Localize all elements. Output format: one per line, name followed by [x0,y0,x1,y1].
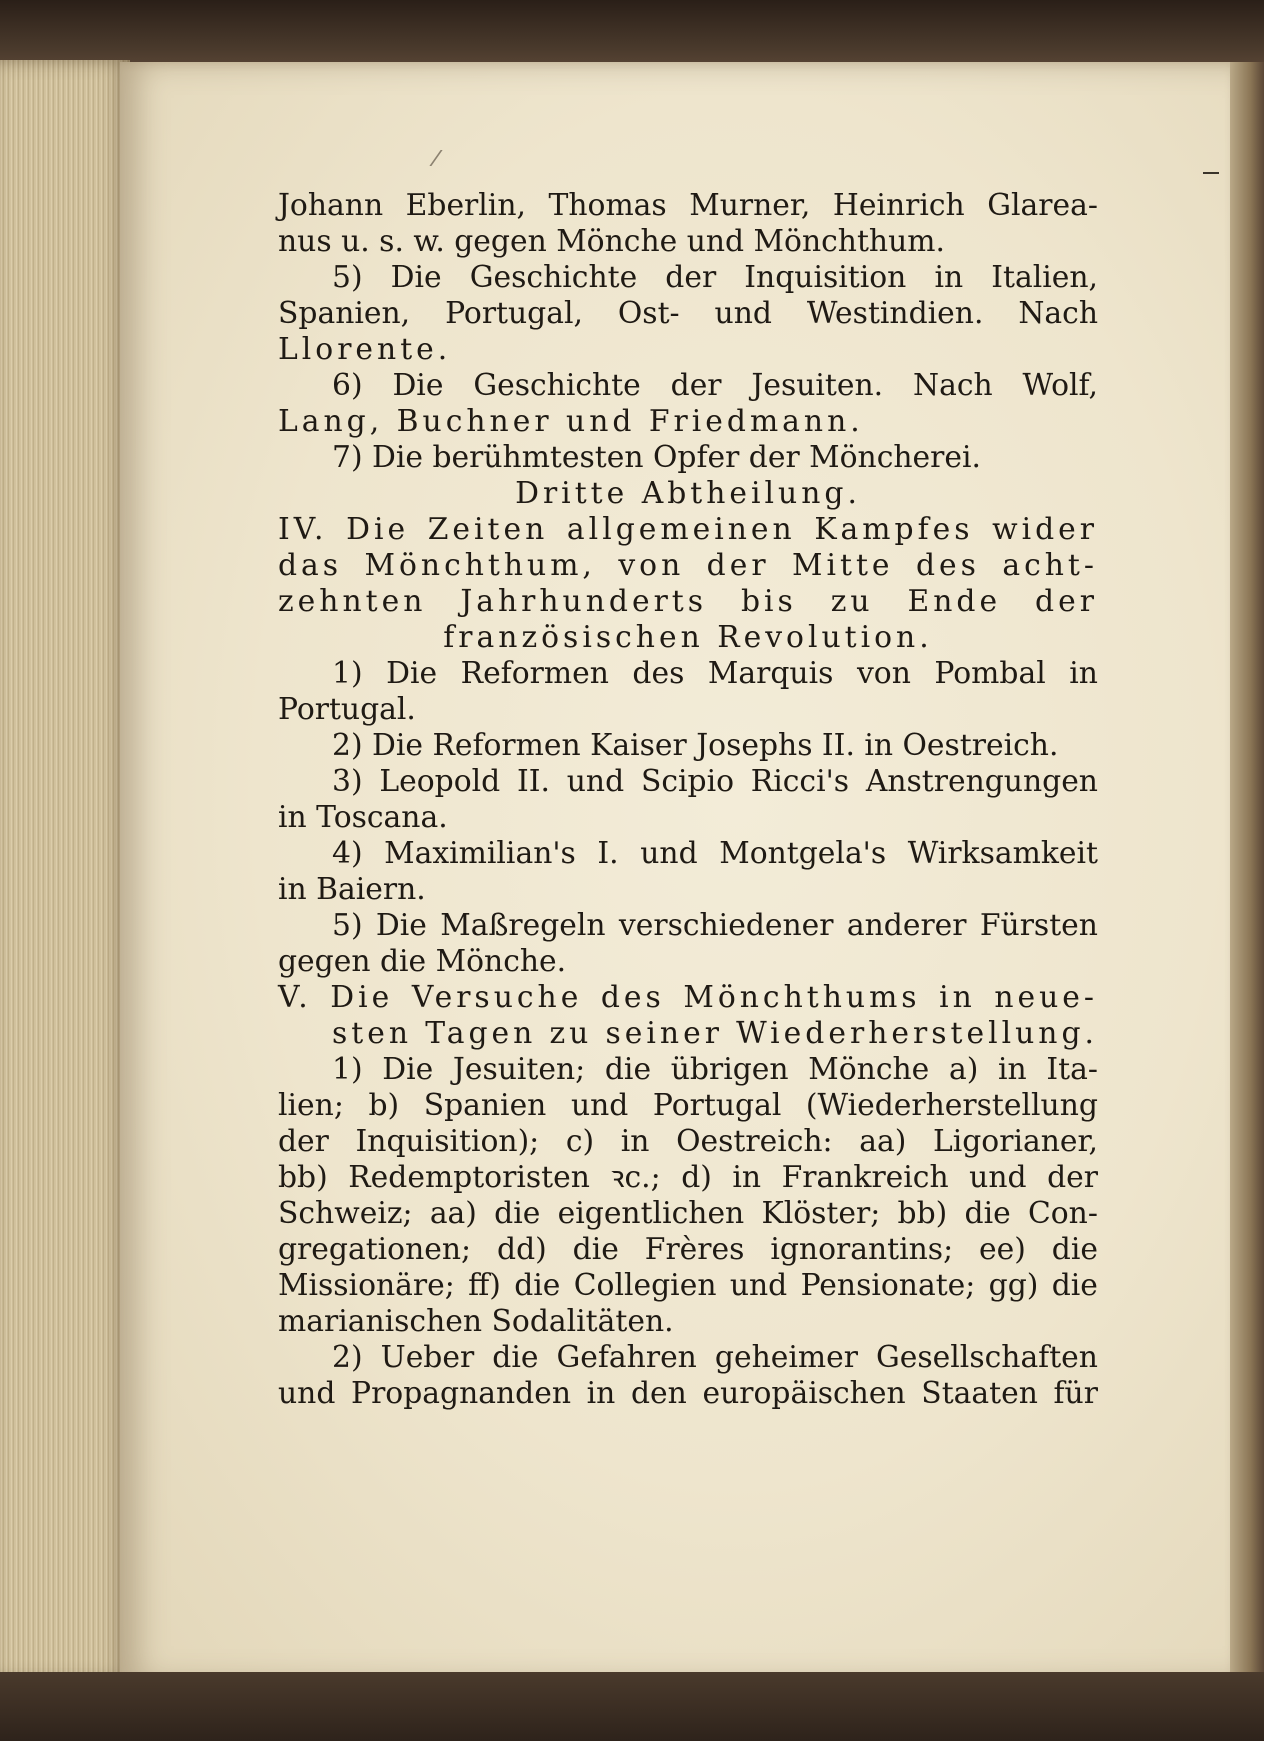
word: Ita- [1046,1052,1098,1087]
word: Die [375,908,427,943]
word: der [706,548,770,583]
word: IV. [278,512,328,547]
word: die [514,1268,561,1303]
text-line [278,1160,1098,1196]
word: Geschichte [469,260,638,295]
word: Spanien [423,1088,547,1123]
word: Montgela's [719,836,887,871]
text-line [278,764,1098,800]
text-line [278,1268,1098,1304]
word: Fürsten [979,908,1098,943]
text-line [278,260,1098,296]
word: Ligorianer, [932,1124,1098,1159]
text-line: 2) Die Reformen Kaiser Josephs II. in Oestreich. [332,728,1059,763]
word: Wirksamkeit [907,836,1098,871]
word: die [572,1232,619,1267]
word: in [997,1052,1027,1087]
chapter-heading [278,1016,1098,1052]
word: ꝛc.; [610,1160,661,1195]
word: des [632,656,685,691]
word: Mönchthum, [364,548,596,583]
word: Pombal [934,656,1046,691]
word: in [732,1160,762,1195]
word: übrigen [670,1052,789,1087]
word: Frères [644,1232,745,1267]
word: Murner, [689,188,811,223]
word: Versuche [411,980,583,1015]
word: neue- [994,980,1098,1015]
word: und [570,1088,629,1123]
word: wider [992,512,1098,547]
word: Reformen [460,656,609,691]
word: b) [368,1088,400,1123]
word: Oestreich: [676,1124,833,1159]
word: in [586,1376,616,1411]
facing-page-edge [1230,62,1264,1682]
margin-mark [1203,172,1219,174]
text-line [278,656,1098,692]
word: Ricci's [750,764,850,799]
word: Geschichte [473,368,641,403]
word: Spanien, [278,296,411,331]
word: Zeiten [427,512,549,547]
word: II. [516,764,550,799]
text-line: nus u. s. w. gegen Mönche und Mönchthum. [278,224,945,259]
word: Glarea- [987,188,1098,223]
word: I. [597,836,619,871]
word: lien; [278,1088,344,1123]
word: Portugal [652,1088,782,1123]
text-line [278,836,1098,872]
word: 6) [332,368,363,403]
text-line [278,296,1098,332]
word: ee) [979,1232,1026,1267]
word: und [714,296,772,331]
word: Inquisition); [355,1124,540,1159]
word: Johann [278,188,384,223]
word: Westindien. [806,296,984,331]
book-cover-top [0,0,1264,70]
word: gg) [988,1268,1039,1303]
word: Italien, [991,260,1098,295]
word: die [1051,1268,1098,1303]
word: Marquis [707,656,834,691]
text-line [278,368,1098,404]
word: aa) [859,1124,907,1159]
chapter-heading [278,980,1098,1016]
word: Nach [1018,296,1098,331]
word: Die [390,260,442,295]
word: V. [278,980,312,1015]
word: Die [386,656,438,691]
word: Die [330,980,394,1015]
word: Gefahren [556,1340,697,1375]
word: seiner [605,1016,723,1051]
word: Frankreich [781,1160,949,1195]
text-line: in Baiern. [278,872,426,907]
word: und [969,1160,1027,1195]
word: Maximilian's [384,836,576,871]
word: die [604,1052,652,1087]
word: die [492,1340,539,1375]
word: 1) [332,1052,363,1087]
word: Portugal, [445,296,583,331]
word: Ost- [617,296,680,331]
word: Leopold [379,764,501,799]
word: Inquisition [744,260,907,295]
page-text [278,188,1098,1412]
text-line [278,1196,1098,1232]
word: und [278,1376,336,1411]
word: 4) [332,836,363,871]
word: die [964,1196,1011,1231]
word: der [1035,584,1098,619]
word: in [939,980,976,1015]
word: (Wiederherstellung [805,1088,1098,1123]
word: Redemptoristen [348,1160,590,1195]
word: geheimer [714,1340,858,1375]
text-line [278,1088,1098,1124]
text-line [278,1124,1098,1160]
word: Ueber [380,1340,475,1375]
word: Propagnanden [351,1376,572,1411]
chapter-heading [278,584,1098,620]
word: 5) [332,908,363,943]
word: die [1051,1232,1098,1267]
text-line [278,1232,1098,1268]
word: Thomas [548,188,667,223]
word: das [278,548,343,583]
text-line: Llorente. [278,332,452,367]
word: c) [565,1124,595,1159]
word: Ende [907,584,1002,619]
text-line [278,1052,1098,1088]
word: Nach [913,368,993,403]
word: 5) [332,260,363,295]
word: 2) [332,1340,363,1375]
text-line: Lang, Buchner und Friedmann. [278,404,864,439]
word: zu [549,1016,593,1051]
chapter-heading [278,512,1098,548]
word: d) [681,1160,712,1195]
word: Collegien [573,1268,717,1303]
word: a) [948,1052,979,1087]
word: Schweiz; [278,1196,413,1231]
word: Die [392,368,444,403]
word: Mönche [808,1052,930,1087]
text-line: Portugal. [278,692,416,727]
word: des [915,548,980,583]
text-line: 7) Die berühmtesten Opfer der Möncherei. [332,440,981,475]
word: ff) [468,1268,501,1303]
word: Die [382,1052,434,1087]
word: sten [332,1016,413,1051]
word: Con- [1027,1196,1098,1231]
word: Wolf, [1022,368,1098,403]
word: des [600,980,665,1015]
word: in [934,260,964,295]
word: aa) [429,1196,477,1231]
word: europäischen [702,1376,906,1411]
word: der [278,1124,329,1159]
text-line [278,1376,1098,1412]
section-heading: Dritte Abtheilung. [515,476,861,511]
chapter-heading [278,548,1098,584]
word: und [729,1268,788,1303]
word: Jahrhunderts [460,584,708,619]
word: Die [346,512,410,547]
word: eigentlichen [557,1196,745,1231]
word: Pensionate; [800,1268,976,1303]
word: Wiederherstellung. [736,1016,1098,1051]
word: der [670,368,722,403]
text-line [278,908,1098,944]
word: allgemeinen [566,512,796,547]
word: zehnten [278,584,427,619]
book-cover-bottom [0,1672,1264,1741]
word: Jesuiten; [452,1052,586,1087]
word: zu [830,584,874,619]
word: Mönchthums [683,980,921,1015]
word: Gesellschaften [876,1340,1098,1375]
word: für [1053,1376,1098,1411]
text-line: in Toscana. [278,800,448,835]
text-line: marianischen Sodalitäten. [278,1304,674,1339]
word: in [1069,656,1098,691]
word: Heinrich [832,188,965,223]
word: und [566,764,625,799]
word: Maßregeln [440,908,606,943]
word: bis [740,584,797,619]
word: Kampfes [814,512,974,547]
word: Jesuiten. [751,368,884,403]
word: 3) [332,764,363,799]
word: Mitte [792,548,894,583]
word: Tagen [425,1016,537,1051]
word: gregationen; [278,1232,472,1267]
word: ignorantins; [770,1232,954,1267]
chapter-heading: französischen Revolution. [443,620,933,655]
word: den [631,1376,687,1411]
word: Scipio [640,764,735,799]
word: Klöster; [761,1196,881,1231]
word: anderer [846,908,967,943]
word: acht- [1002,548,1098,583]
word: in [620,1124,650,1159]
word: bb) [278,1160,328,1195]
text-line [278,1340,1098,1376]
word: der [665,260,717,295]
word: 1) [332,656,363,691]
word: Anstrengungen [865,764,1098,799]
word: bb) [897,1196,948,1231]
word: und [640,836,698,871]
text-line [278,188,1098,224]
word: dd) [497,1232,547,1267]
word: Staaten [921,1376,1038,1411]
word: von [856,656,911,691]
word: verschiedener [618,908,834,943]
word: Missionäre; [278,1268,455,1303]
word: die [494,1196,541,1231]
word: von [618,548,685,583]
page-edges [0,60,130,1680]
word: Eberlin, [405,188,526,223]
text-line: gegen die Mönche. [278,944,567,979]
word: der [1047,1160,1098,1195]
